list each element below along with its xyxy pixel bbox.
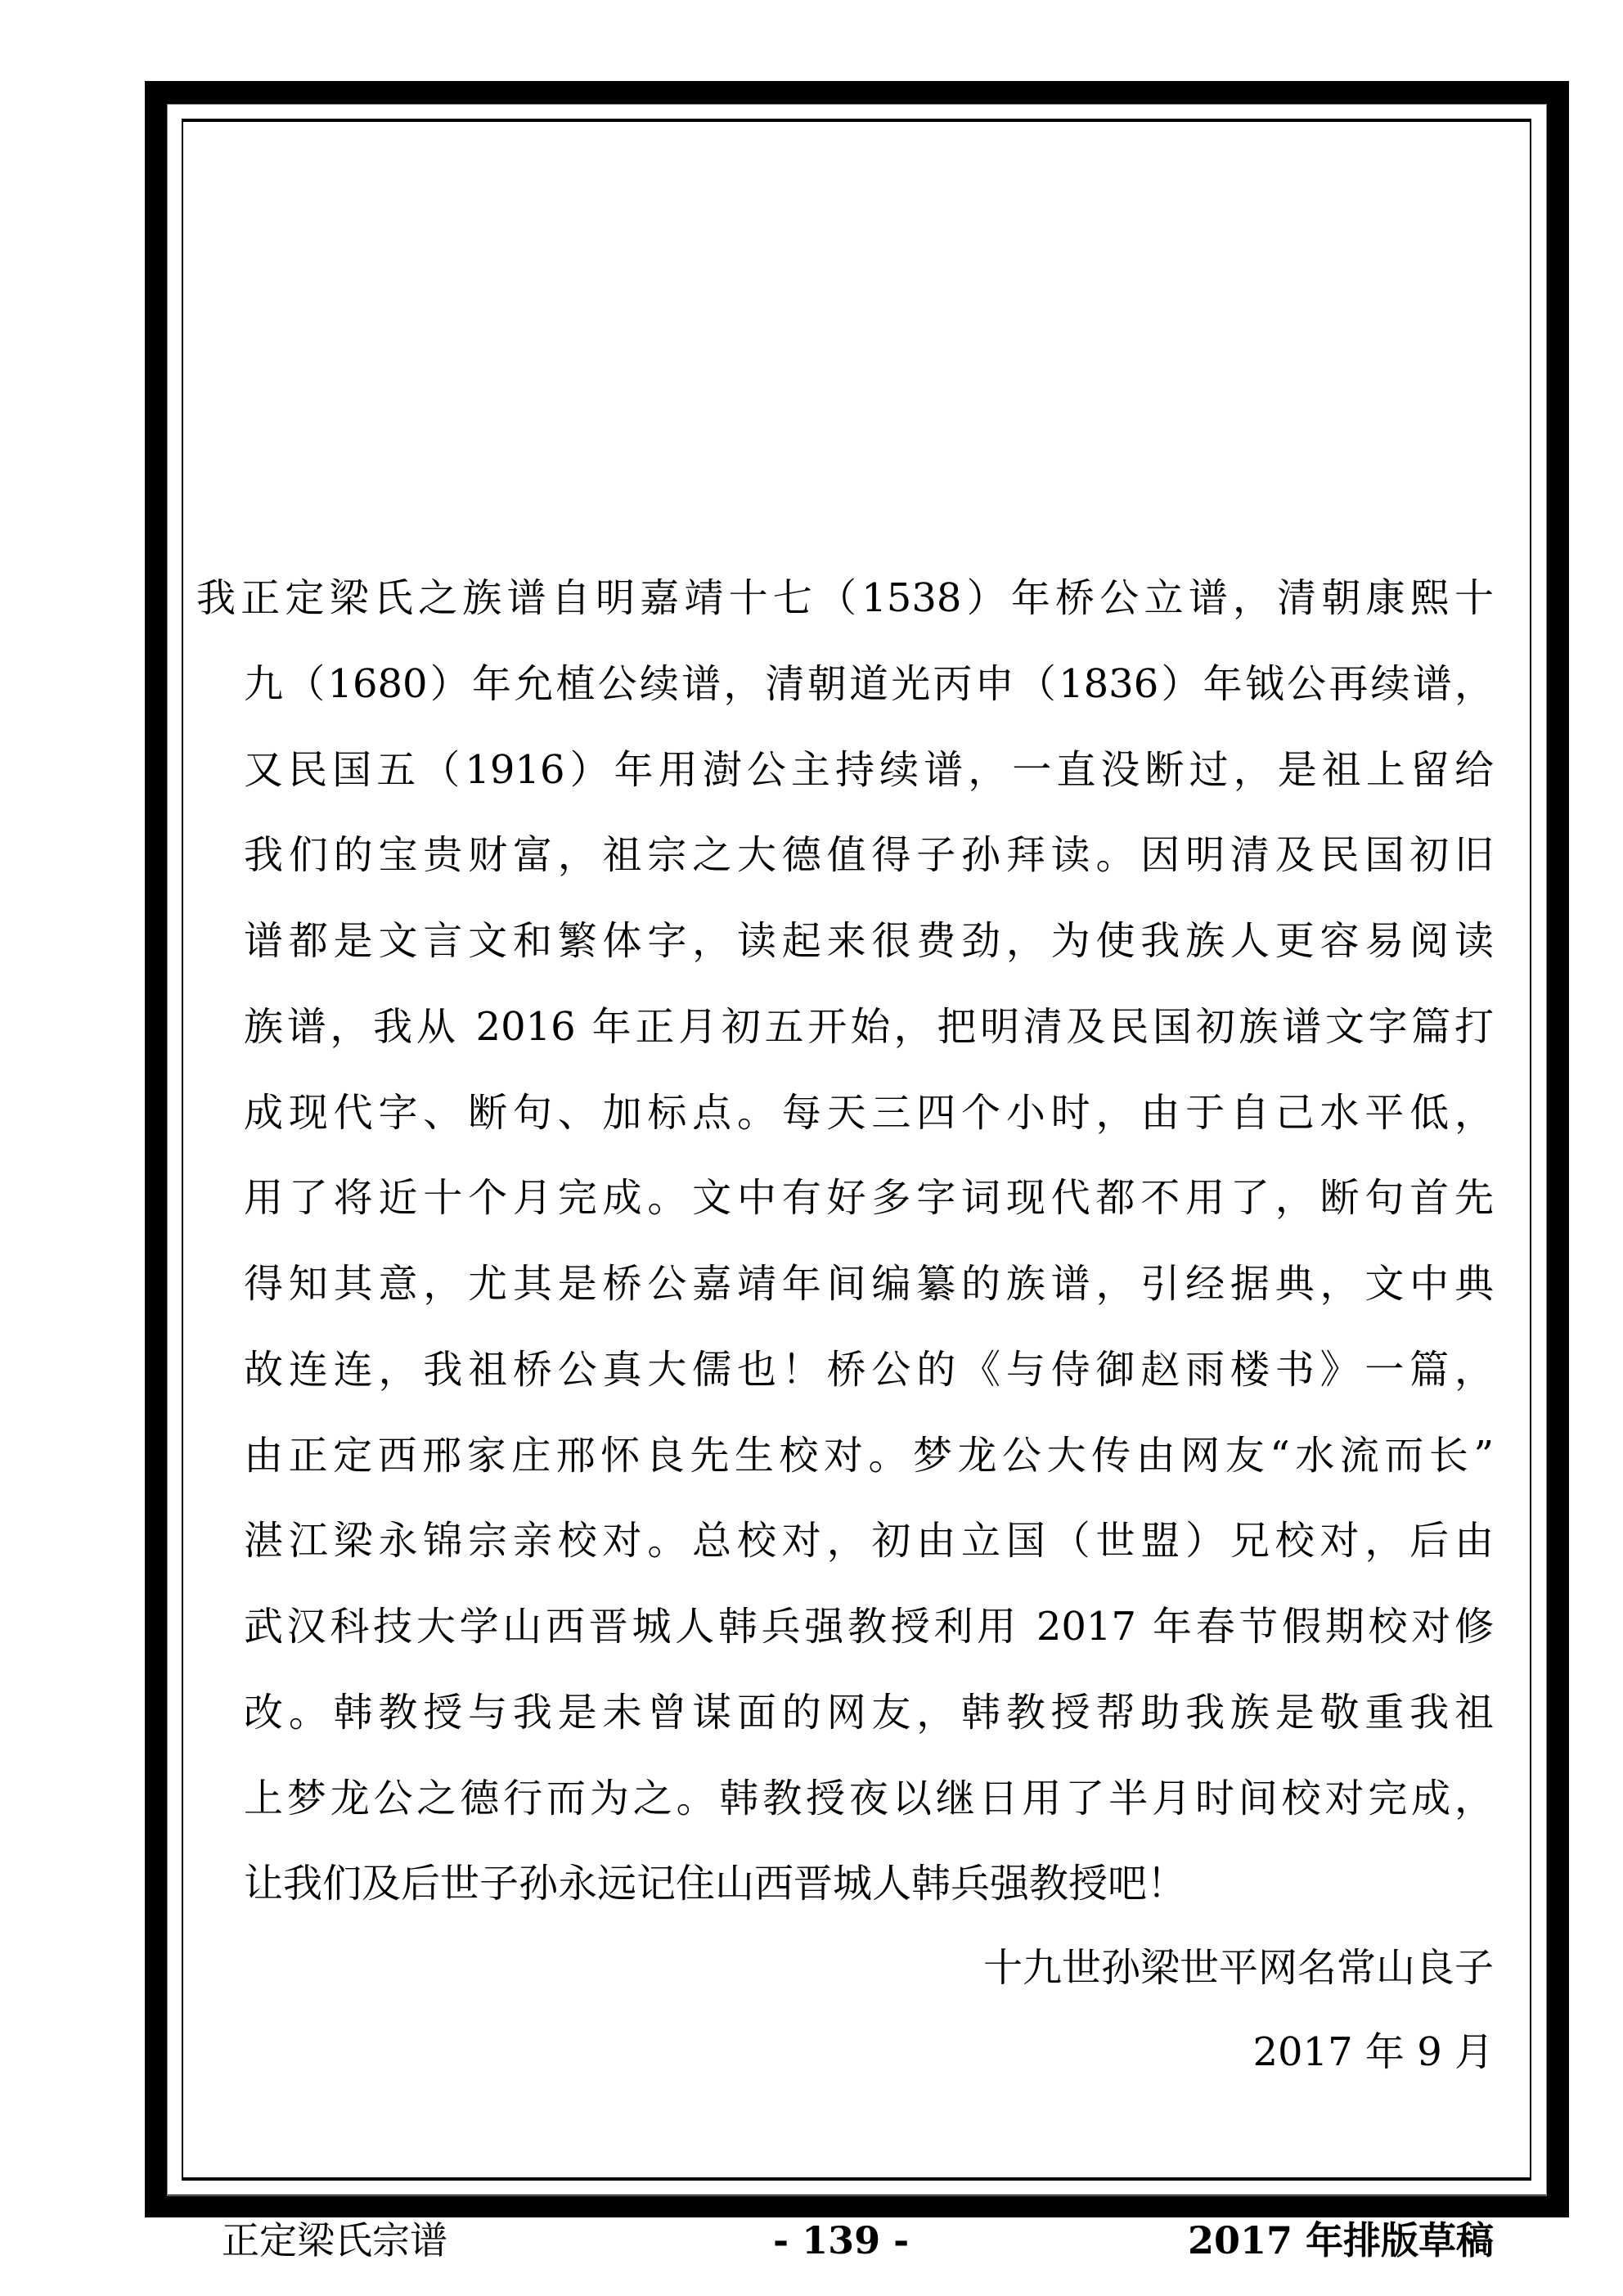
text-line: 故连连，我祖桥公真大儒也！桥公的《与侍御赵雨楼书》一篇，: [244, 1347, 1494, 1393]
text-line: 让我们及后世子孙永远记住山西晋城人韩兵强教授吧！: [244, 1861, 1187, 1907]
text-line: 改。韩教授与我是未曾谋面的网友，韩教授帮助我族是敬重我祖: [244, 1690, 1494, 1736]
text-line: 湛江梁永锦宗亲校对。总校对，初由立国（世盟）兄校对，后由: [244, 1518, 1494, 1564]
text-line: 又民国五（1916）年用澍公主持续谱，一直没断过，是祖上留给: [244, 747, 1494, 793]
text-line: 我正定梁氏之族谱自明嘉靖十七（1538）年桥公立谱，清朝康熙十: [196, 575, 1494, 621]
text-line: 九（1680）年允植公续谱，清朝道光丙申（1836）年钺公再续谱，: [244, 661, 1494, 707]
footer-draft-note: 2017 年排版草稿: [1187, 2218, 1494, 2262]
page-number: - 139 -: [773, 2218, 910, 2262]
text-line: 用了将近十个月完成。文中有好多字词现代都不用了，断句首先: [244, 1175, 1494, 1221]
text-line: 成现代字、断句、加标点。每天三四个小时，由于自己水平低，: [244, 1090, 1494, 1136]
date: 2017 年 9 月: [1252, 2029, 1494, 2075]
text-line: 由正定西邢家庄邢怀良先生校对。梦龙公大传由网友“水流而长”: [244, 1433, 1494, 1479]
text-line: 谱都是文言文和繁体字，读起来很费劲，为使我族人更容易阅读: [244, 918, 1494, 964]
text-line: 武汉科技大学山西晋城人韩兵强教授利用 2017 年春节假期校对修: [244, 1604, 1494, 1650]
text-line: 得知其意，尤其是桥公嘉靖年间编纂的族谱，引经据典，文中典: [244, 1261, 1494, 1307]
text-line: 族谱，我从 2016 年正月初五开始，把明清及民国初族谱文字篇打: [244, 1004, 1494, 1050]
text-line: 上梦龙公之德行而为之。韩教授夜以继日用了半月时间校对完成，: [244, 1776, 1494, 1821]
signature: 十九世孙梁世平网名常山良子: [982, 1945, 1494, 1991]
footer-title: 正定梁氏宗谱: [222, 2218, 447, 2262]
text-line: 我们的宝贵财富，祖宗之大德值得子孙拜读。因明清及民国初旧: [244, 832, 1494, 878]
